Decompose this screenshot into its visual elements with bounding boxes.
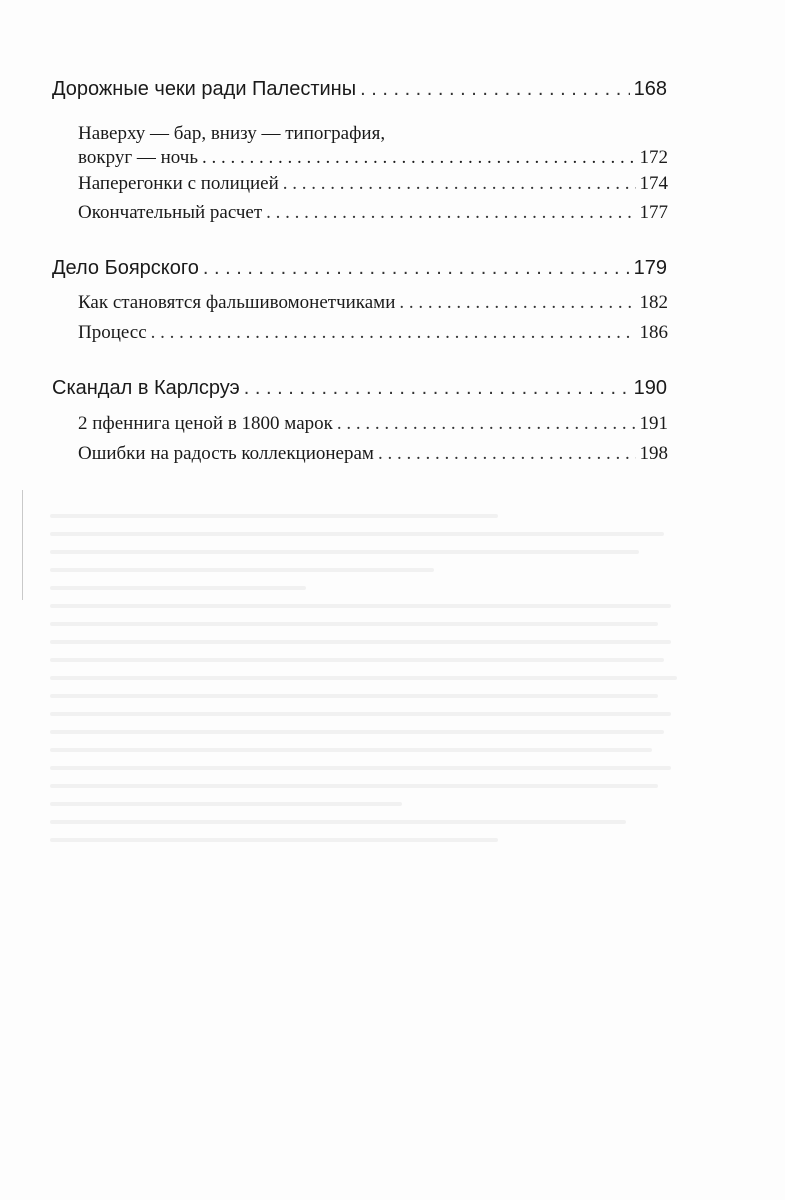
toc-chapter-1-3 [78,202,668,224]
toc-part-title: Дело Боярского [52,257,199,279]
toc-part-3 [52,377,667,400]
toc-page-number: 172 [639,147,668,168]
toc-page-number: 177 [639,202,668,223]
leader-dots [283,173,636,195]
bleed-through-text [50,500,690,1060]
scan-edge-mark [22,490,23,600]
toc-chapter-title-line1: Наверху — бар, внизу — типография, [78,123,386,144]
toc-chapter-2-1 [78,292,668,314]
toc-page-number: 174 [639,173,668,194]
toc-page-number: 182 [639,292,668,313]
toc-page-number: 190 [633,377,667,399]
toc-chapter-2-2 [78,322,668,344]
toc-part-title: Скандал в Карлсруэ [52,377,240,399]
toc-chapter-title: Ошибки на радость коллекционерам [78,443,374,464]
leader-dots [337,413,636,435]
toc-part-2 [52,257,667,280]
leader-dots [266,202,635,224]
toc-part-title: Дорожные чеки ради Палестины [52,78,357,100]
toc-chapter-1-2 [78,173,668,195]
leader-dots [203,257,630,280]
toc-chapter-1-1 [78,122,668,170]
toc-page-number: 186 [639,322,668,343]
toc-chapter-3-1 [78,413,668,435]
toc-page-number: 179 [633,257,667,279]
leader-dots [399,292,635,314]
leader-dots [378,443,636,465]
toc-page-number: 168 [633,78,667,100]
toc-chapter-title: Процесс [78,322,147,343]
toc-chapter-title: Как становятся фальшивомонетчиками [78,292,396,313]
toc-part-1 [52,78,667,101]
leader-dots [244,377,630,400]
leader-dots [360,78,630,101]
toc-page-number: 191 [639,413,668,434]
leader-dots [151,322,636,344]
toc-page-number: 198 [639,443,668,464]
toc-chapter-title: Наперегонки с полицией [78,173,279,194]
leader-dots [202,146,635,170]
toc-chapter-3-2 [78,443,668,465]
toc-chapter-title: 2 пфеннига ценой в 1800 марок [78,413,333,434]
toc-chapter-title: Окончательный расчет [78,202,263,223]
toc-chapter-title-line2: вокруг — ночь [78,147,199,168]
